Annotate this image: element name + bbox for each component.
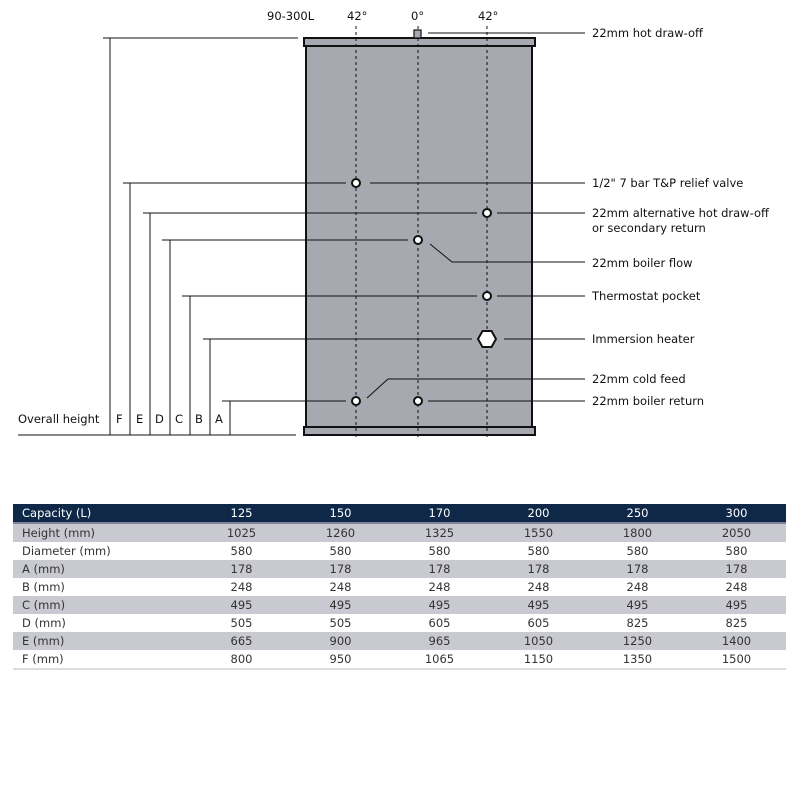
- tank-bottom-cap: [304, 427, 535, 435]
- alt-hot-fitting: [483, 209, 491, 217]
- header-cell: 125: [230, 506, 253, 520]
- dim-letter-d: D: [155, 412, 164, 426]
- hot-draw-off-fitting: [414, 30, 421, 38]
- table-row: [13, 632, 786, 650]
- table-cell: 1065: [424, 652, 455, 666]
- table-cell: 248: [230, 580, 253, 594]
- dim-letter-e: E: [136, 412, 144, 426]
- dim-letter-a: A: [215, 412, 223, 426]
- row-label: C (mm): [22, 598, 66, 612]
- table-cell: 1150: [523, 652, 554, 666]
- label-alt-hot-1: 22mm alternative hot draw-off: [592, 206, 769, 220]
- specs-table: [13, 504, 786, 670]
- table-cell: 580: [527, 544, 550, 558]
- table-cell: 248: [329, 580, 352, 594]
- table-cell: 580: [725, 544, 748, 558]
- relief-valve-fitting: [352, 179, 360, 187]
- label-boiler-return: 22mm boiler return: [592, 394, 705, 408]
- header-cell: 150: [329, 506, 352, 520]
- table-row: [13, 560, 786, 578]
- table-cell: 1400: [721, 634, 752, 648]
- label-immersion: Immersion heater: [592, 332, 695, 346]
- tank-top-cap: [304, 38, 535, 46]
- table-cell: 2050: [721, 526, 752, 540]
- angle-label-center: 0°: [411, 9, 425, 23]
- table-cell: 825: [626, 616, 649, 630]
- dim-letter-f: F: [116, 412, 123, 426]
- table-cell: 495: [329, 598, 352, 612]
- row-label: F (mm): [22, 652, 64, 666]
- thermostat-fitting: [483, 292, 491, 300]
- table-cell: 178: [230, 562, 253, 576]
- label-boiler-flow: 22mm boiler flow: [592, 256, 693, 270]
- label-relief-valve: 1/2" 7 bar T&P relief valve: [592, 176, 744, 190]
- table-row: [13, 650, 786, 669]
- row-label: E (mm): [22, 634, 65, 648]
- header-cell: 300: [725, 506, 748, 520]
- table-cell: 580: [230, 544, 253, 558]
- row-label: D (mm): [22, 616, 66, 630]
- table-cell: 1350: [622, 652, 653, 666]
- table-row: [13, 542, 786, 560]
- table-row: [13, 596, 786, 614]
- header-cell: Capacity (L): [22, 506, 92, 520]
- table-cell: 965: [428, 634, 451, 648]
- label-hot-draw-off: 22mm hot draw-off: [592, 26, 703, 40]
- overall-height-label: Overall height: [18, 412, 100, 426]
- table-cell: 1800: [622, 526, 653, 540]
- table-cell: 1050: [523, 634, 554, 648]
- table-cell: 248: [725, 580, 748, 594]
- table-cell: 495: [626, 598, 649, 612]
- table-cell: 580: [626, 544, 649, 558]
- table-cell: 178: [428, 562, 451, 576]
- table-cell: 178: [527, 562, 550, 576]
- row-label: A (mm): [22, 562, 65, 576]
- table-cell: 495: [527, 598, 550, 612]
- angle-label-right: 42°: [478, 9, 499, 23]
- row-label: Diameter (mm): [22, 544, 111, 558]
- header-cell: 170: [428, 506, 451, 520]
- row-label: B (mm): [22, 580, 65, 594]
- boiler-flow-fitting: [414, 236, 422, 244]
- table-cell: 495: [725, 598, 748, 612]
- table-cell: 1500: [721, 652, 752, 666]
- table-cell: 605: [428, 616, 451, 630]
- table-cell: 505: [230, 616, 253, 630]
- table-row: [13, 523, 786, 542]
- table-cell: 248: [527, 580, 550, 594]
- table-cell: 665: [230, 634, 253, 648]
- angle-label-left: 42°: [347, 9, 368, 23]
- table-cell: 800: [230, 652, 253, 666]
- table-cell: 1250: [622, 634, 653, 648]
- table-cell: 580: [428, 544, 451, 558]
- header-cell: 250: [626, 506, 649, 520]
- table-cell: 495: [428, 598, 451, 612]
- table-cell: 248: [428, 580, 451, 594]
- label-alt-hot-2: or secondary return: [592, 221, 706, 235]
- table-row: [13, 578, 786, 596]
- cold-feed-fitting: [352, 397, 360, 405]
- table-cell: 950: [329, 652, 352, 666]
- table-cell: 1550: [523, 526, 554, 540]
- table-cell: 1025: [226, 526, 257, 540]
- table-cell: 580: [329, 544, 352, 558]
- table-cell: 178: [329, 562, 352, 576]
- table-cell: 1260: [325, 526, 356, 540]
- table-header-row: [13, 504, 786, 523]
- table-cell: 178: [725, 562, 748, 576]
- label-thermostat: Thermostat pocket: [592, 289, 701, 303]
- table-cell: 900: [329, 634, 352, 648]
- dim-letter-c: C: [175, 412, 184, 426]
- dim-letter-b: B: [195, 412, 203, 426]
- label-cold-feed: 22mm cold feed: [592, 372, 686, 386]
- table-cell: 505: [329, 616, 352, 630]
- table-cell: 825: [725, 616, 748, 630]
- table-cell: 495: [230, 598, 253, 612]
- table-cell: 248: [626, 580, 649, 594]
- table-row: [13, 614, 786, 632]
- table-cell: 1325: [424, 526, 455, 540]
- boiler-return-fitting: [414, 397, 422, 405]
- header-cell: 200: [527, 506, 550, 520]
- range-label: 90-300L: [267, 9, 315, 23]
- table-cell: 605: [527, 616, 550, 630]
- table-cell: 178: [626, 562, 649, 576]
- row-label: Height (mm): [22, 526, 96, 540]
- immersion-heater-hex: [478, 331, 496, 347]
